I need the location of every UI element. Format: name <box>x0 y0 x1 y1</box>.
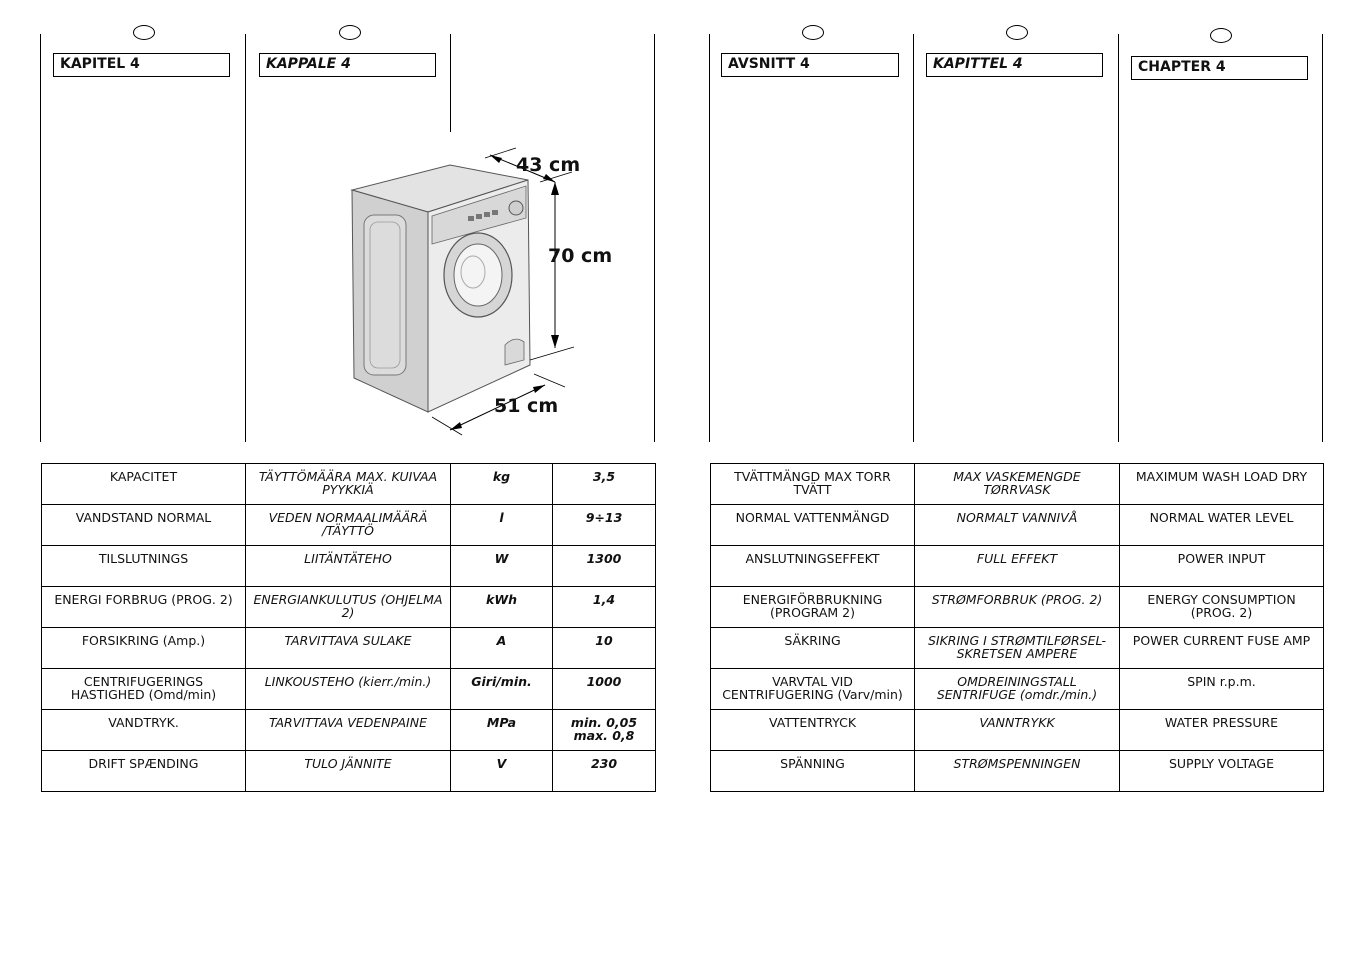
width-dimension-label: 51 cm <box>494 395 559 417</box>
table-cell: kg <box>451 464 553 505</box>
chapter-heading-finnish: KAPPALE 4 <box>259 53 436 77</box>
table-cell: VANDSTAND NORMAL <box>42 505 246 546</box>
right-spec-table-body <box>711 464 1324 792</box>
left-column-divider <box>40 34 41 442</box>
table-cell: 230 <box>553 751 656 792</box>
table-cell: 1,4 <box>553 587 656 628</box>
table-row <box>711 587 1324 628</box>
table-cell: FULL EFFEKT <box>915 546 1120 587</box>
table-cell: MAX VASKEMENGDE TØRRVASK <box>915 464 1120 505</box>
table-row <box>42 587 656 628</box>
height-dimension-label: 70 cm <box>548 245 613 267</box>
table-cell: A <box>451 628 553 669</box>
language-flag-icon <box>1210 28 1232 43</box>
table-cell: 1300 <box>553 546 656 587</box>
table-cell: SUPPLY VOLTAGE <box>1120 751 1324 792</box>
right-column-divider <box>1118 34 1119 442</box>
table-cell: WATER PRESSURE <box>1120 710 1324 751</box>
table-row <box>42 505 656 546</box>
table-cell: ENERGIFÖRBRUKNING (PROGRAM 2) <box>711 587 915 628</box>
table-row <box>711 505 1324 546</box>
table-cell: SPIN r.p.m. <box>1120 669 1324 710</box>
table-cell: LINKOUSTEHO (kierr./min.) <box>246 669 451 710</box>
table-row <box>42 546 656 587</box>
table-cell: TARVITTAVA VEDENPAINE <box>246 710 451 751</box>
table-row <box>42 669 656 710</box>
table-row <box>42 751 656 792</box>
depth-dimension-label: 43 cm <box>516 154 581 176</box>
language-flag-icon <box>802 25 824 40</box>
table-cell: VATTENTRYCK <box>711 710 915 751</box>
left-column-divider <box>654 34 655 442</box>
table-cell: SPÄNNING <box>711 751 915 792</box>
table-cell: SÄKRING <box>711 628 915 669</box>
language-flag-icon <box>133 25 155 40</box>
table-row <box>711 710 1324 751</box>
table-cell: OMDREININGSTALL SENTRIFUGE (omdr./min.) <box>915 669 1120 710</box>
table-row <box>42 464 656 505</box>
right-column-divider <box>913 34 914 442</box>
language-flag-icon <box>1006 25 1028 40</box>
table-cell: ANSLUTNINGSEFFEKT <box>711 546 915 587</box>
table-cell: CENTRIFUGERINGS HASTIGHED (Omd/min) <box>42 669 246 710</box>
table-cell: ENERGIANKULUTUS (OHJELMA 2) <box>246 587 451 628</box>
table-cell: POWER CURRENT FUSE AMP <box>1120 628 1324 669</box>
left-spec-table-body <box>42 464 656 792</box>
table-cell: KAPACITET <box>42 464 246 505</box>
table-row <box>42 710 656 751</box>
left-column-divider <box>245 34 246 442</box>
chapter-heading-norwegian: KAPITTEL 4 <box>926 53 1103 77</box>
table-cell: VEDEN NORMAALIMÄÄRÄ /TÄYTTÖ <box>246 505 451 546</box>
table-cell: NORMAL WATER LEVEL <box>1120 505 1324 546</box>
table-cell: STRØMSPENNINGEN <box>915 751 1120 792</box>
table-cell: TÄYTTÖMÄÄRA MAX. KUIVAA PYYKKIÄ <box>246 464 451 505</box>
table-cell: l <box>451 505 553 546</box>
table-cell: SIKRING I STRØMTILFØRSEL- SKRETSEN AMPERE <box>915 628 1120 669</box>
table-cell: POWER INPUT <box>1120 546 1324 587</box>
table-cell: DRIFT SPÆNDING <box>42 751 246 792</box>
chapter-heading-swedish: AVSNITT 4 <box>721 53 899 77</box>
table-row <box>42 628 656 669</box>
table-cell: TILSLUTNINGS <box>42 546 246 587</box>
language-flag-icon <box>339 25 361 40</box>
table-row <box>711 669 1324 710</box>
table-cell: min. 0,05 max. 0,8 <box>553 710 656 751</box>
table-cell: NORMALT VANNIVÅ <box>915 505 1120 546</box>
table-cell: V <box>451 751 553 792</box>
table-cell: kWh <box>451 587 553 628</box>
table-cell: 10 <box>553 628 656 669</box>
table-cell: MAXIMUM WASH LOAD DRY <box>1120 464 1324 505</box>
chapter-heading-danish: KAPITEL 4 <box>53 53 230 77</box>
right-column-divider <box>1322 34 1323 442</box>
chapter-heading-english: CHAPTER 4 <box>1131 56 1308 80</box>
table-cell: 9÷13 <box>553 505 656 546</box>
table-cell: VANNTRYKK <box>915 710 1120 751</box>
table-cell: NORMAL VATTENMÄNGD <box>711 505 915 546</box>
right-spec-table <box>710 463 1324 792</box>
table-cell: FORSIKRING (Amp.) <box>42 628 246 669</box>
table-cell: 1000 <box>553 669 656 710</box>
table-cell: ENERGI FORBRUG (PROG. 2) <box>42 587 246 628</box>
right-column-divider <box>709 34 710 442</box>
table-cell: MPa <box>451 710 553 751</box>
table-cell: ENERGY CONSUMPTION (PROG. 2) <box>1120 587 1324 628</box>
table-cell: LIITÄNTÄTEHO <box>246 546 451 587</box>
left-column-divider <box>450 34 451 132</box>
table-row <box>711 751 1324 792</box>
left-spec-table <box>41 463 656 792</box>
table-cell: Giri/min. <box>451 669 553 710</box>
table-cell: 3,5 <box>553 464 656 505</box>
table-cell: STRØMFORBRUK (PROG. 2) <box>915 587 1120 628</box>
table-cell: TULO JÄNNITE <box>246 751 451 792</box>
table-cell: TARVITTAVA SULAKE <box>246 628 451 669</box>
table-row <box>711 464 1324 505</box>
table-cell: VANDTRYK. <box>42 710 246 751</box>
table-row <box>711 628 1324 669</box>
table-cell: TVÄTTMÄNGD MAX TORR TVÄTT <box>711 464 915 505</box>
table-cell: W <box>451 546 553 587</box>
table-row <box>711 546 1324 587</box>
table-cell: VARVTAL VID CENTRIFUGERING (Varv/min) <box>711 669 915 710</box>
